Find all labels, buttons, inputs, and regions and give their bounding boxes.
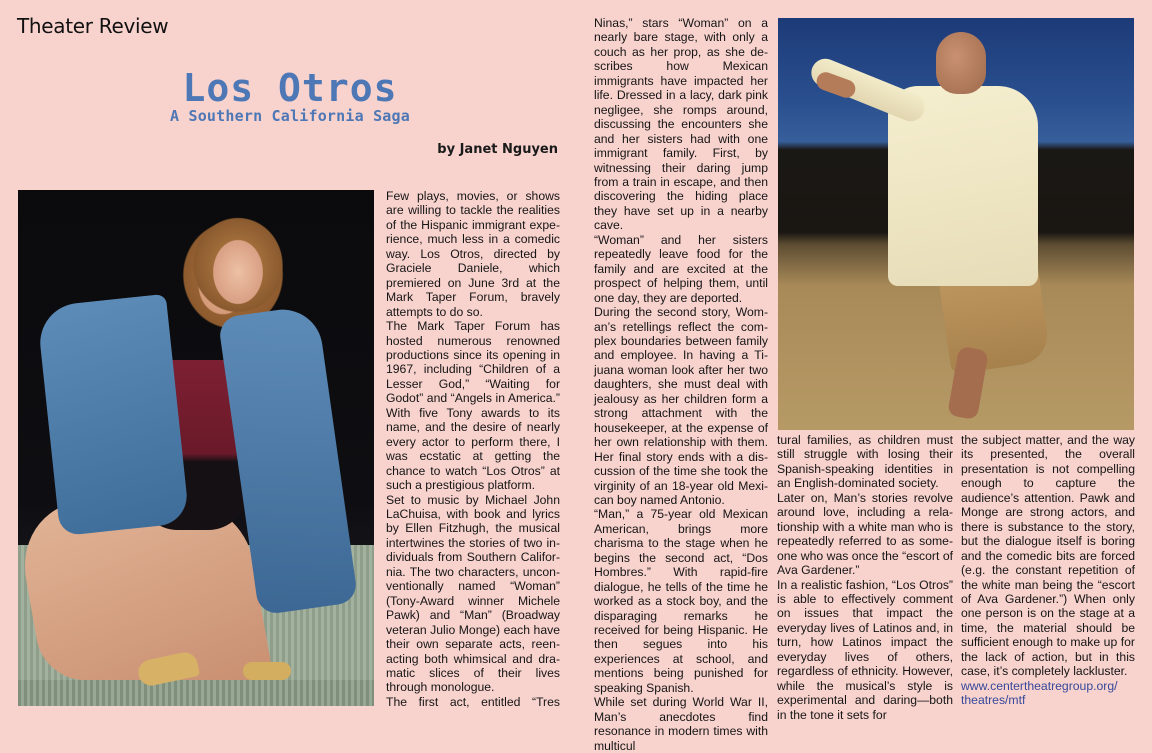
head — [183, 210, 293, 330]
paragraph: The Mark Taper Forum has hosted numerous renowned productions since its opening in 1967, including “Children of a Lesser God,” “Waiting for Godot” and “Angels in America.” With five Tony awards to its name, and the desire of nearly every actor to perform there, I was ecstatic at getting the chance to watch “Los Otros” at such a prestigious platform. — [386, 319, 560, 493]
paragraph: “Man,” a 75-year old Mexican American, brings more charisma to the stage when he begins the second act, “Dos Hombres.” With rapid-fire dialogue, he tells of the time he worked as a stock boy, and the disparaging remarks he received for being Hispanic. He then segues into his experiences at school, and mentions being punished for speaking Spanish. — [594, 507, 768, 695]
article-column-3 — [777, 433, 953, 722]
article-column-4 — [961, 433, 1135, 708]
article-column-1 — [386, 189, 560, 709]
head — [936, 32, 986, 94]
theatre-website-link[interactable]: www.centertheatregroup.org/ theatres/mtf — [961, 678, 1118, 708]
article-title: Los Otros — [182, 66, 398, 110]
section-label: Theater Review — [17, 14, 169, 38]
photo-man-on-stage — [778, 18, 1134, 430]
photo-woman-on-couch — [18, 190, 374, 706]
paragraph: Later on, Man’s stories revolve around love, including a relationship with a white man who is repeatedly referred to as someone who was once the “escort of Ava Gardener.” — [777, 490, 953, 578]
paragraph: In a realistic fashion, “Los Otros” is able to effectively comment on issues that impact the everyday lives of Latinos and, in turn, how Latinos impact the everyday lives of others, regardless of ethnicity. However, while the musical’s style is experimental and daring—both in the tone it sets for — [777, 577, 953, 722]
paragraph: During the second story, Woman’s retellings reflect the complex boundaries between family and employee. In having a Tijuana woman look after her two daughters, she must deal with jealousy as her children form a strong attachment with the housekeeper, at the expense of her own relationship with them. Her final story ends with a discussion of the time she took the virginity of an 18-year old Mexican boy named Antonio. — [594, 305, 768, 507]
paragraph: Few plays, movies, or shows are willing to tackle the realities of the Hispanic immigrant experience, much less in a comedic way. Los Otros, directed by Graciele Daniele, which premiered on June 3rd at the Mark Taper Forum, bravely attempts to do so. — [386, 189, 560, 319]
paragraph: the subject matter, and the way its presented, the overall presentation is not compelling enough to capture the audience’s attention. Pawk and Monge are strong actors, and there is substance to the story, but the dialogue itself is boring and the comedic bits are forced (e.g. the constant repetition of the white man being the “escort of Ava Gardener.”) When only one person is on the stage at a time, the material should be sufficient enough to make up for the lack of action, but in this case, it’s completely lackluster. — [961, 433, 1135, 679]
shoe — [243, 662, 291, 680]
denim-jacket-left — [36, 294, 189, 536]
paragraph: The first act, entitled “Tres — [386, 694, 560, 709]
paragraph: “Woman” and her sisters repeatedly leave food for the family and are excited at the prospect of helping them, until one day, they are deported. — [594, 232, 768, 305]
article-column-2 — [594, 16, 768, 753]
paragraph: Set to music by Michael John LaChuisa, with book and lyrics by Ellen Fitzhugh, the musical intertwines the stories of two individuals from Southern California. The two characters, unconventionally named “Woman” (Tony-Award winner Michele Pawk) and “Man” (Broadway veteran Julio Monge) each have their own separate acts, reenacting both whimsical and dramatic slices of their lives through monologue. — [386, 492, 560, 695]
paragraph: While set during World War II, Man’s anecdotes find resonance in modern times with multicul — [594, 695, 768, 753]
byline: by Janet Nguyen — [437, 142, 558, 157]
couch-cushion — [18, 680, 374, 706]
paragraph: Ninas,” stars “Woman” on a nearly bare stage, with only a couch as her prop, as she describes how Mexican immigrants have impacted her life. Dressed in a lacy, dark pink negligee, she romps around, discussing the encounters she and her sisters had with one immigrant family. First, by witnessing their daring jump from a train in escape, and then discovering the hiding place they have set up in a nearby cave. — [594, 16, 768, 233]
article-subtitle: A Southern California Saga — [170, 107, 410, 125]
paragraph: tural families, as children must still struggle with losing their Spanish-speaking identities in an English-dominated society. — [777, 433, 953, 491]
